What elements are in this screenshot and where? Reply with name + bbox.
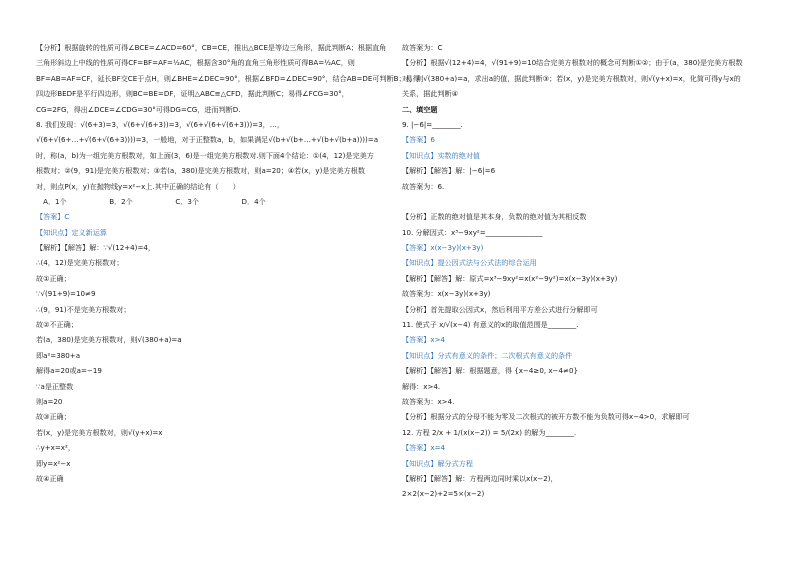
text-line: 【解析】【解答】解：∵√(12+4)=4，: [36, 243, 155, 253]
text-line: 11. 使式子 x/√(x−4) 有意义的x的取值范围是________.: [402, 320, 579, 330]
text-line: 【知识点】提公因式法与公式法的综合运用: [402, 258, 537, 268]
text-line: 故答案为：6.: [402, 181, 445, 191]
text-line: 【知识点】定义新运算: [36, 227, 107, 237]
text-line: 【分析】根据√(12+4)=4，√(91+9)=10结合完美方根数对的概念可判断①②；由于(a，380)是完美方根数: [402, 58, 743, 68]
text-line: 四边形BEDF是平行四边形，则BC=BE=DF，证明△ABC≌△CFD，据此判断C；易得∠FCG=30°，: [36, 89, 349, 99]
text-line: 【答案】C: [36, 212, 70, 222]
text-line: 12. 方程 2/x + 1/(x(x−2)) = 5/(2x) 的解为________.: [402, 427, 577, 437]
text-line: 【答案】x(x−3y)(x+3y): [402, 243, 484, 253]
text-line: 【答案】x>4: [402, 335, 446, 345]
text-line: 对，则点P(x，y)在抛物线y=x²−x上.其中正确的结论有（ ）: [36, 181, 240, 191]
text-line: ∵a是正整数: [36, 381, 74, 391]
text-line: CG=2FG，得出∠DCE=∠CDG=30°可得DG=CG，进而判断D.: [36, 104, 241, 114]
text-line: 8. 我们发现：√(6+3)=3，√(6+√(6+3))=3，√(6+√(6+√(6+3)))=3，…，: [36, 119, 284, 129]
text-line: 【解析】【解答】解：根据题意，得 {x−4≥0, x−4≠0}: [402, 366, 578, 376]
text-line: 对，则√(380+a)=a，求出a的值，据此判断③；若(x，y)是完美方根数对，则√(y+x)=x，化简可得y与x的: [402, 73, 741, 83]
text-line: ∴(4，12)是完美方根数对；: [36, 258, 124, 268]
text-line: 解得a=20或a=−19: [36, 366, 102, 376]
text-line: 【分析】首先提取公因式x，然后利用平方差公式进行分解即可: [402, 304, 598, 314]
text-line: 【知识点】分式有意义的条件；二次根式有意义的条件: [402, 350, 573, 360]
text-line: 时，称(a，b)为一组完美方根数对，如上面(3，6)是一组完美方根数对.则下面4个结论：①(4，12)是完美方: [36, 150, 374, 160]
text-line: 故④正确: [36, 473, 64, 483]
text-line: 【分析】根据分式的分母不能为零及二次根式的被开方数不能为负数可得x−4>0，求解即可: [402, 412, 690, 422]
text-line: 二、填空题: [402, 104, 438, 114]
text-line: 即y=x²−x: [36, 458, 71, 468]
text-line: 故答案为：x(x−3y)(x+3y): [402, 289, 491, 299]
text-line: 若(a，380)是完美方根数对，则√(380+a)=a: [36, 335, 182, 345]
text-line: 根数对；②(9，91)是完美方根数对；③若(a，380)是完美方根数对，则a=20；④若(x，y)是完美方根数: [36, 166, 365, 176]
text-line: 即a²=380+a: [36, 350, 81, 360]
text-line: √(6+√(6+…+√(6+√(6+3))))=3，一般地，对于正整数a，b，如果满足√(b+√(b+…+√(b+√(b+a))))=a: [36, 135, 379, 145]
text-line: 故③正确；: [36, 412, 71, 422]
text-line: 故答案为：x>4.: [402, 396, 455, 406]
text-line: 9. |−6|=________.: [402, 119, 463, 129]
text-line: 【答案】6: [402, 135, 435, 145]
text-line: 【答案】x=4: [402, 443, 446, 453]
text-line: 故答案为：C: [402, 43, 443, 52]
text-line: 2×2(x−2)+2=5×(x−2): [402, 489, 485, 499]
text-line: 【知识点】解分式方程: [402, 458, 473, 468]
text-line: 【分析】根据旋转的性质可得∠BCE=∠ACD=60°，CB=CE，推出△BCE是等边三角形，据此判断A；根据直角: [36, 43, 387, 52]
text-line: 【解析】【解答】解：方程两边同时乘以x(x−2)，: [402, 473, 558, 483]
text-line: BF=AB=AF=CF，延长BF交CE于点H，则∠BHE=∠DEC=90°，根据∠BFD=∠DEC=90°，结合AB=DE可判断B；易得: [36, 73, 420, 83]
text-line: 故①正确；: [36, 273, 71, 283]
text-line: 故②不正确；: [36, 320, 78, 330]
text-line: 【分析】正数的绝对值是其本身，负数的绝对值为其相反数: [402, 212, 587, 222]
text-line: 10. 分解因式：x³−9xy²=________________: [402, 227, 543, 237]
text-line: 【解析】【解答】解：原式=x³−9xy²=x(x²−9y²)=x(x−3y)(x+3y): [402, 273, 618, 283]
text-line: 三角形斜边上中线的性质可得CF=BF=AF=½AC，根据含30°角的直角三角形性质可得BA=½AC，则: [36, 58, 355, 68]
text-line: 解得：x>4.: [402, 381, 441, 391]
text-line: 则a=20: [36, 396, 63, 406]
text-line: [402, 194, 758, 209]
text-line: A．1个 B．2个 C．3个 D．4个: [36, 196, 266, 206]
text-line: ∴y+x=x²，: [36, 443, 75, 453]
text-line: ∴(9，91)不是完美方根数对；: [36, 304, 131, 314]
right-column: [402, 40, 758, 502]
text-line: 关系，据此判断④: [402, 89, 459, 99]
text-line: 若(x，y)是完美方根数对，则√(y+x)=x: [36, 427, 163, 437]
text-line: 【解析】【解答】解：|−6|=6: [402, 166, 496, 176]
text-line: 【知识点】实数的绝对值: [402, 150, 481, 160]
text-line: ∵√(91+9)=10≠9: [36, 289, 96, 299]
